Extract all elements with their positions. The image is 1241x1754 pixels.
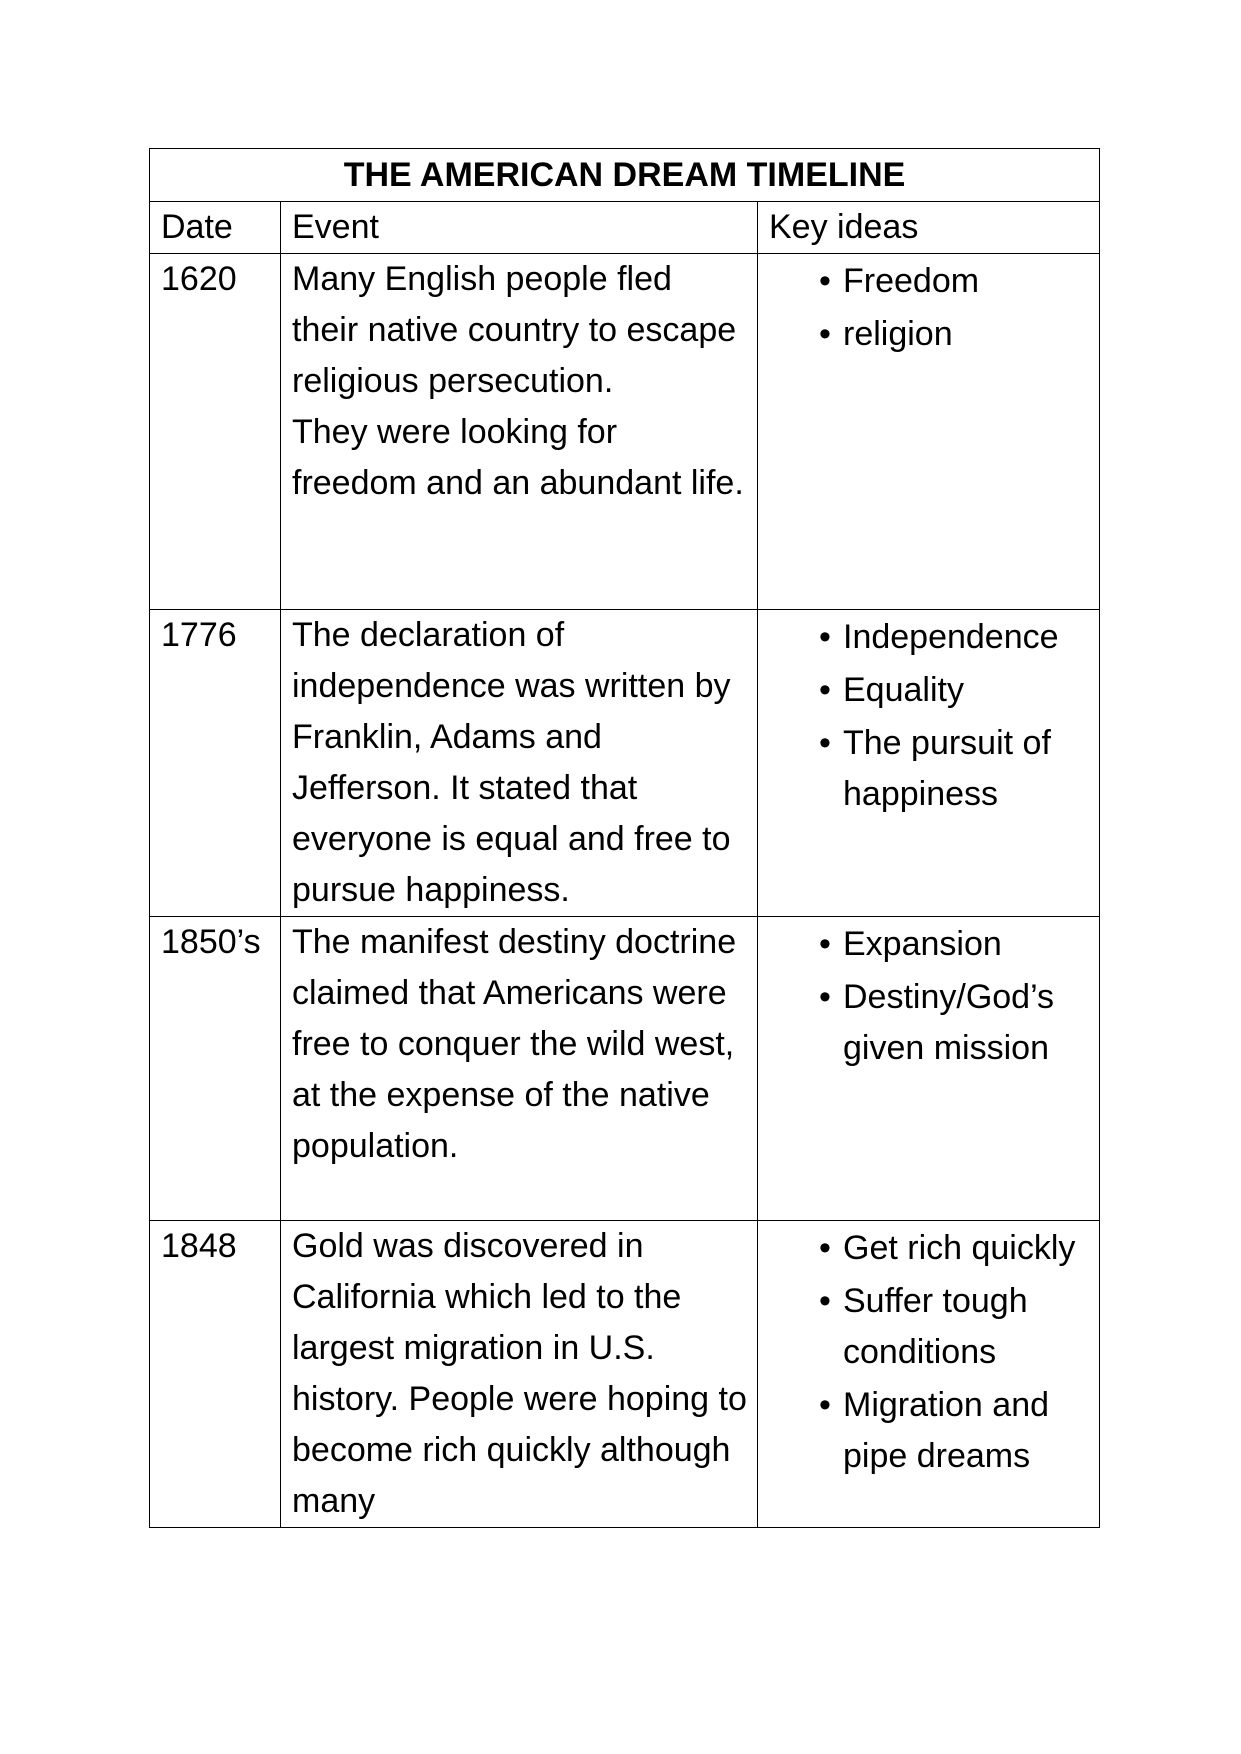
key-ideas-list	[769, 1223, 1089, 1482]
event-cell	[281, 1221, 758, 1528]
title-row	[150, 149, 1100, 202]
key-ideas-list	[769, 612, 1089, 820]
key-idea-text: Expansion	[843, 925, 1002, 963]
key-ideas-cell	[758, 917, 1100, 1221]
table-row	[150, 917, 1100, 1221]
timeline-table	[149, 148, 1100, 1528]
list-item	[769, 972, 1089, 1074]
table-row	[150, 610, 1100, 917]
key-ideas-list	[769, 256, 1089, 360]
key-idea-text: Get rich quickly	[843, 1229, 1076, 1267]
list-item	[769, 256, 1089, 307]
list-item	[769, 665, 1089, 716]
list-item	[769, 1380, 1089, 1482]
event-text: Gold was discovered in California which led to the largest migration in U.S. history. People were hoping to become rich quickly although many	[292, 1227, 747, 1520]
bullet-icon: •	[819, 925, 831, 963]
event-text: They were looking for freedom and an abundant life.	[292, 413, 744, 502]
bullet-icon: •	[819, 978, 831, 1016]
key-idea-text: Independence	[843, 618, 1059, 656]
event-cell	[281, 254, 758, 610]
list-item	[769, 718, 1089, 820]
date-cell: 1848	[150, 1221, 281, 1528]
key-ideas-cell	[758, 610, 1100, 917]
list-item	[769, 1276, 1089, 1378]
header-row	[150, 202, 1100, 254]
event-text: Many English people fled their native country to escape religious persecution.	[292, 260, 737, 400]
key-idea-text: Migration and pipe dreams	[843, 1386, 1050, 1475]
bullet-icon: •	[819, 1229, 831, 1267]
key-idea-text: Freedom	[843, 262, 980, 300]
bullet-icon: •	[819, 724, 831, 762]
key-idea-text: Equality	[843, 671, 964, 709]
key-ideas-list	[769, 919, 1089, 1074]
key-idea-text: The pursuit of happiness	[843, 724, 1051, 813]
event-text: The declaration of independence was written by Franklin, Adams and Jefferson. It stated that everyone is equal and free to pursue happiness.	[292, 616, 731, 909]
date-cell: 1850’s	[150, 917, 281, 1221]
table-row	[150, 1221, 1100, 1528]
bullet-icon: •	[819, 1386, 831, 1424]
key-idea-text: Suffer tough conditions	[843, 1282, 1028, 1371]
header-date: Date	[150, 202, 281, 254]
table-title: THE AMERICAN DREAM TIMELINE	[150, 149, 1100, 202]
list-item	[769, 612, 1089, 663]
date-cell: 1776	[150, 610, 281, 917]
key-ideas-cell	[758, 1221, 1100, 1528]
list-item	[769, 309, 1089, 360]
table-row	[150, 254, 1100, 610]
header-event: Event	[281, 202, 758, 254]
bullet-icon: •	[819, 1282, 831, 1320]
bullet-icon: •	[819, 315, 831, 353]
event-text: The manifest destiny doctrine claimed that Americans were free to conquer the wild west, at the expense of the native population.	[292, 923, 737, 1165]
list-item	[769, 919, 1089, 970]
event-cell	[281, 610, 758, 917]
date-cell: 1620	[150, 254, 281, 610]
bullet-icon: •	[819, 618, 831, 656]
key-idea-text: religion	[843, 315, 953, 353]
bullet-icon: •	[819, 671, 831, 709]
header-key-ideas: Key ideas	[758, 202, 1100, 254]
key-idea-text: Destiny/God’s given mission	[843, 978, 1055, 1067]
event-cell	[281, 917, 758, 1221]
key-ideas-cell	[758, 254, 1100, 610]
bullet-icon: •	[819, 262, 831, 300]
list-item	[769, 1223, 1089, 1274]
